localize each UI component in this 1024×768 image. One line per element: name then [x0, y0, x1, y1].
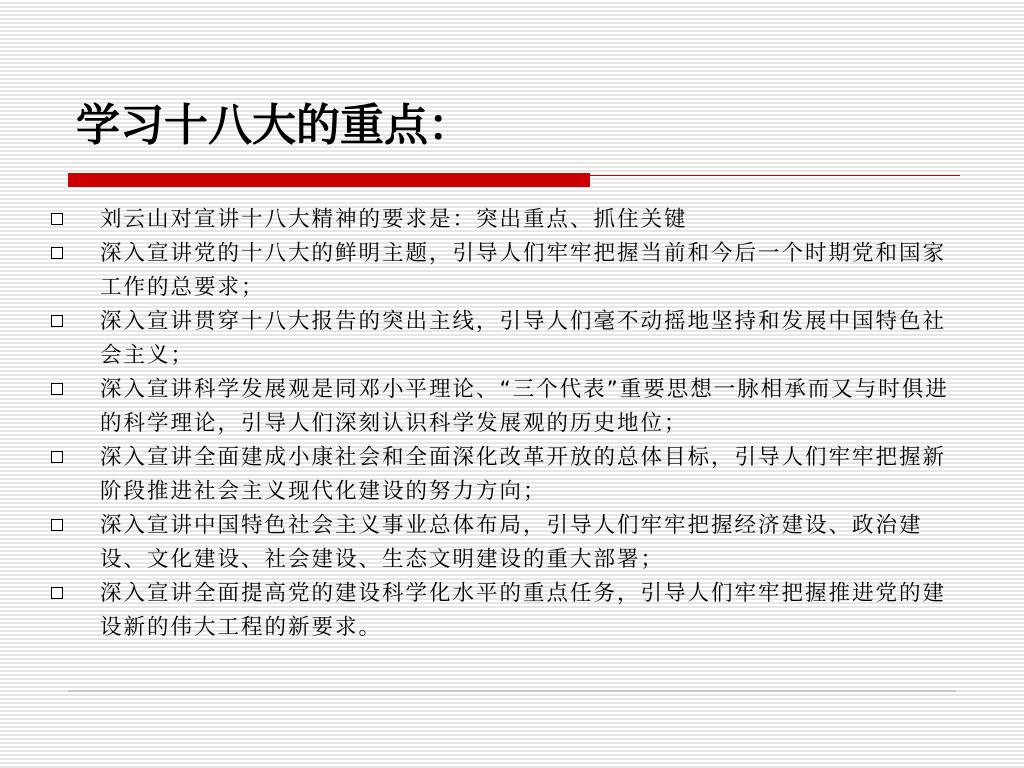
bullet-text: 深入宣讲全面提高党的建设科学化水平的重点任务，引导人们牢牢把握推进党的建设新的伟大工程的新要求。 [100, 581, 947, 640]
title-underline-line [590, 175, 960, 176]
square-bullet-icon [51, 587, 63, 599]
square-bullet-icon [51, 519, 63, 531]
bullet-text: 刘云山对宣讲十八大精神的要求是：突出重点、抓住关键 [100, 207, 688, 232]
bullet-text: 深入宣讲中国特色社会主义事业总体布局，引导人们牢牢把握经济建设、政治建设、文化建设、社会建设、生态文明建设的重大部署； [100, 513, 923, 572]
bullet-text: 深入宣讲党的十八大的鲜明主题，引导人们牢牢把握当前和今后一个时期党和国家工作的总要求； [100, 241, 947, 300]
bullet-item [48, 441, 968, 509]
slide-title: 学习十八大的重点： [76, 100, 472, 151]
bullet-text: 深入宣讲科学发展观是同邓小平理论、“三个代表”重要思想一脉相承而又与时俱进的科学理论，引导人们深刻认识科学发展观的历史地位； [100, 377, 949, 436]
square-bullet-icon [51, 247, 63, 259]
bullet-item [48, 373, 968, 441]
square-bullet-icon [51, 213, 63, 225]
bullet-text: 深入宣讲全面建成小康社会和全面深化改革开放的总体目标，引导人们牢牢把握新阶段推进社会主义现代化建设的努力方向； [100, 445, 947, 504]
bullet-list [48, 203, 968, 645]
bullet-text: 深入宣讲贯穿十八大报告的突出主线，引导人们毫不动摇地坚持和发展中国特色社会主义； [100, 309, 947, 368]
square-bullet-icon [51, 315, 63, 327]
title-underline-bar [68, 173, 590, 187]
footer-divider [68, 690, 956, 692]
square-bullet-icon [51, 451, 63, 463]
bullet-item [48, 203, 968, 237]
bullet-item [48, 577, 968, 645]
square-bullet-icon [51, 383, 63, 395]
bullet-item [48, 509, 968, 577]
bullet-item [48, 305, 968, 373]
bullet-item [48, 237, 968, 305]
